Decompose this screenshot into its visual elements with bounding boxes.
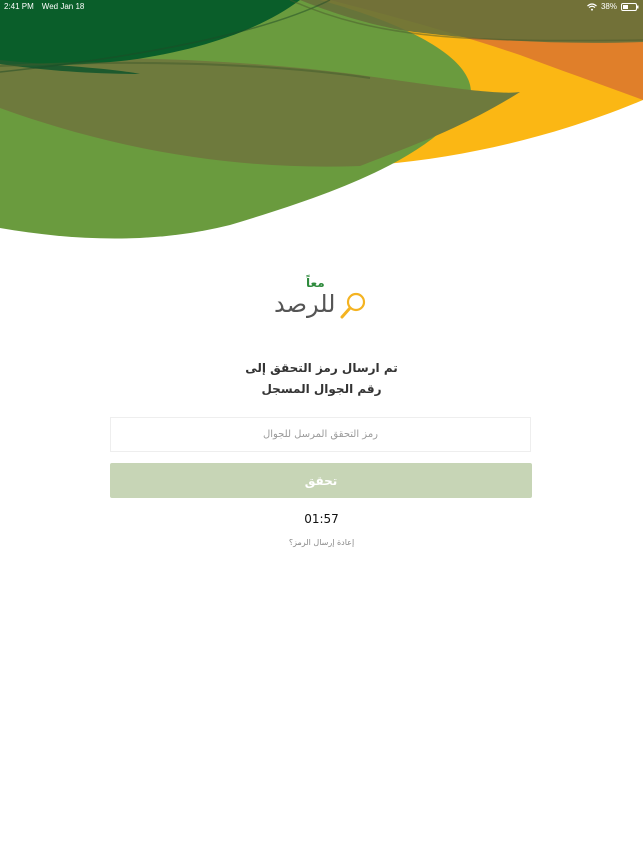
app-logo — [270, 276, 374, 324]
verification-code-input[interactable] — [110, 417, 531, 452]
countdown-timer: 01:57 — [304, 512, 339, 526]
wifi-icon — [587, 3, 597, 11]
verification-message — [110, 358, 533, 400]
logo-text: للرصد — [274, 290, 336, 318]
message-line-2: رقم الجوال المسجل — [261, 382, 382, 396]
header-wave-art — [0, 0, 643, 260]
verify-button[interactable]: تحقق — [110, 463, 532, 498]
message-line-1: تم ارسال رمز التحقق إلى — [245, 361, 398, 375]
resend-code-link[interactable]: إعادة إرسال الرمز؟ — [288, 538, 355, 547]
logo-small-text: معاً — [306, 276, 325, 290]
battery-icon — [621, 3, 639, 11]
battery-percent: 38% — [600, 2, 617, 11]
status-time: 2:41 PM — [4, 2, 34, 11]
status-bar — [0, 0, 643, 14]
status-date: Wed Jan 18 — [41, 2, 85, 11]
